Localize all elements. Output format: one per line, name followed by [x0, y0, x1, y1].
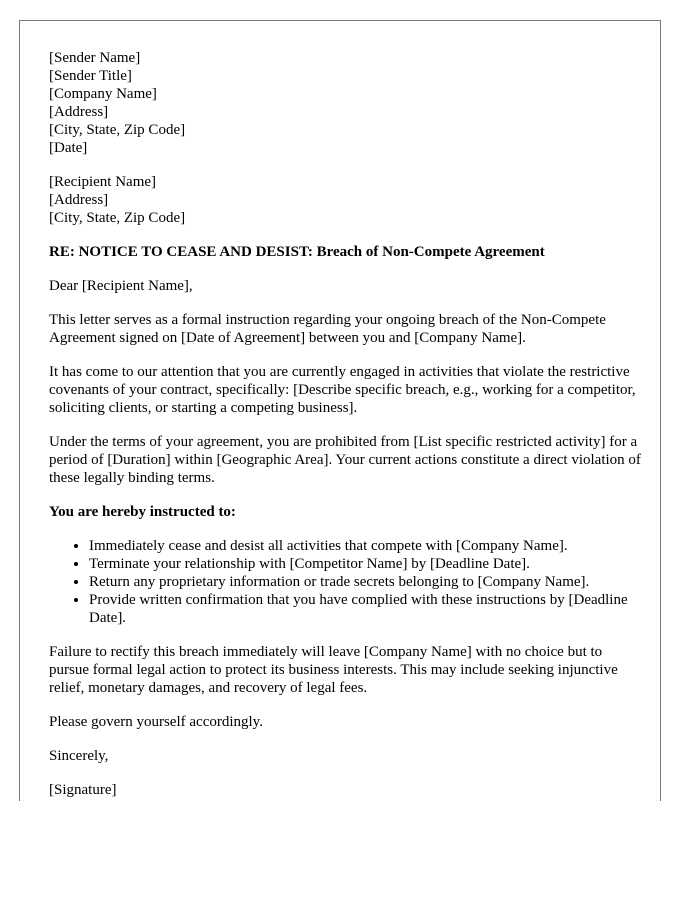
- sender-company: [Company Name]: [49, 86, 157, 102]
- recipient-name: [Recipient Name]: [49, 174, 157, 190]
- body-paragraph: Under the terms of your agreement, you are prohibited from [List specific restricted activity] for a period of [Duration] within [Geographic Area]. Your current actions constitute a direct violation of these legally binding terms.: [49, 434, 641, 486]
- letter-date: [Date]: [49, 140, 88, 156]
- letter-body: [49, 49, 644, 799]
- salutation: Dear [Recipient Name],: [49, 278, 193, 294]
- recipient-city: [City, State, Zip Code]: [49, 210, 186, 226]
- sender-name: [Sender Name]: [49, 50, 141, 66]
- recipient-block: [49, 173, 644, 227]
- sender-address: [Address]: [49, 104, 109, 120]
- sender-title: [Sender Title]: [49, 68, 132, 84]
- instruction-item: • Return any proprietary information or trade secrets belonging to [Company Name].: [89, 573, 644, 591]
- recipient-address: [Address]: [49, 192, 109, 208]
- subject-line: RE: NOTICE TO CEASE AND DESIST: Breach of Non-Compete Agreement: [49, 244, 545, 260]
- signature: [Signature]: [49, 782, 117, 798]
- body-paragraph: Failure to rectify this breach immediately will leave [Company Name] with no choice but to pursue formal legal action to protect its business interests. This may include seeking injunctive relief, monetary damages, and recovery of legal fees.: [49, 644, 618, 696]
- body-paragraph: This letter serves as a formal instruction regarding your ongoing breach of the Non-Compete Agreement signed on [Date of Agreement] between you and [Company Name].: [49, 312, 606, 346]
- instruction-item: • Provide written confirmation that you have complied with these instructions by [Deadline Date].: [89, 591, 644, 627]
- letter-page: [19, 20, 661, 801]
- sender-city: [City, State, Zip Code]: [49, 122, 186, 138]
- body-paragraph: Please govern yourself accordingly.: [49, 714, 263, 730]
- body-paragraph: It has come to our attention that you are currently engaged in activities that violate the restrictive covenants of your contract, specifically: [Describe specific breach, e.g., working for a competitor, soliciting clients, or starting a competing business].: [49, 364, 636, 416]
- instruction-item: • Immediately cease and desist all activities that compete with [Company Name].: [89, 537, 644, 555]
- instruction-item: • Terminate your relationship with [Competitor Name] by [Deadline Date].: [89, 555, 644, 573]
- signoff: Sincerely,: [49, 748, 109, 764]
- instructions-list: [49, 537, 644, 627]
- instructions-heading: You are hereby instructed to:: [49, 504, 236, 520]
- sender-block: [49, 49, 644, 157]
